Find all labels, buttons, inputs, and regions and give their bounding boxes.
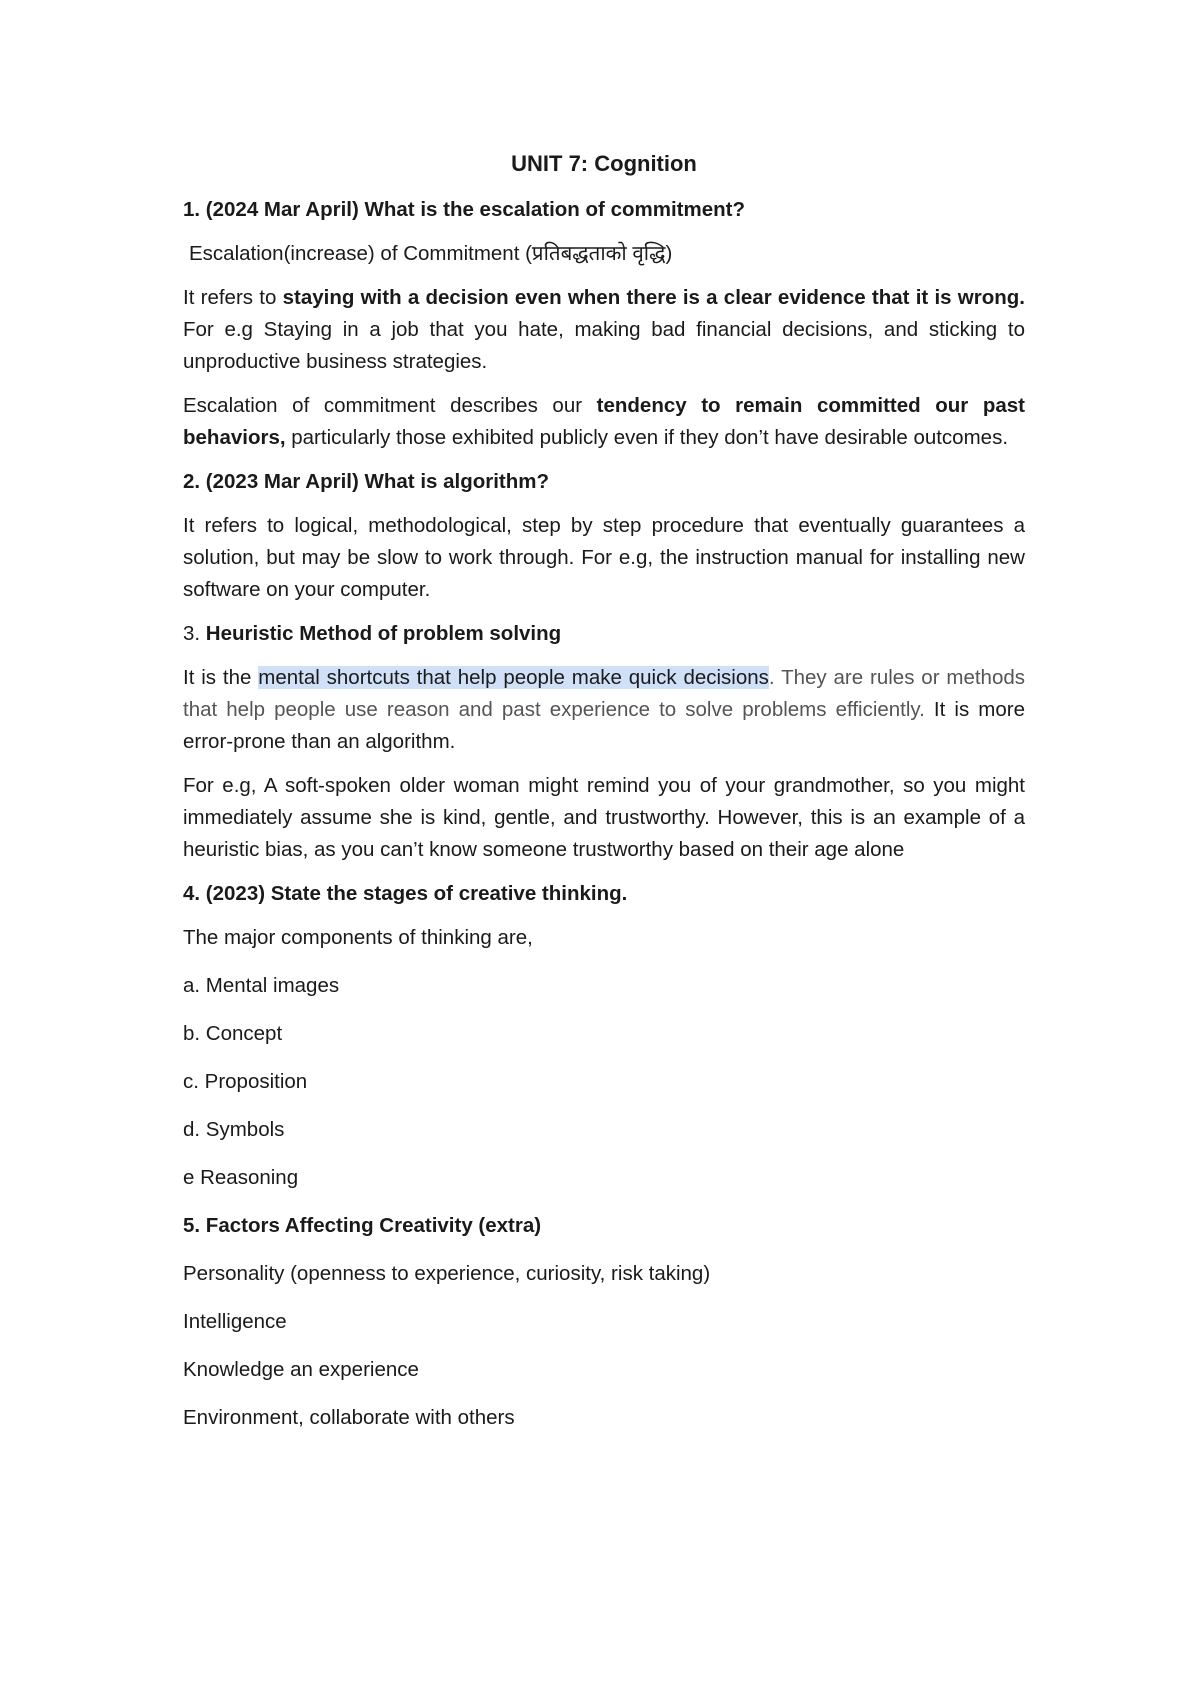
text-run: . They are rules or methods that help people use reason and past experience to solve problems efficiently.: [183, 666, 1026, 721]
question-4-heading: 4. (2023) State the stages of creative thinking.: [183, 882, 628, 905]
question-1-heading: 1. (2024 Mar April) What is the escalation of commitment?: [183, 198, 745, 221]
q3-paragraph-1: [183, 662, 1025, 758]
q1-paragraph-2: [183, 390, 1025, 454]
list-item: d. Symbols: [183, 1118, 285, 1141]
document-page: [183, 148, 1025, 1450]
list-item: Intelligence: [183, 1310, 287, 1333]
text-run: For e.g Staying in a job that you hate, making bad financial decisions, and sticking to unproductive business strategies.: [183, 318, 1025, 373]
bold-text-run: tendency to remain committed our past behaviors,: [183, 394, 1025, 449]
list-item: a. Mental images: [183, 974, 340, 997]
term-line: Escalation(increase) of Commitment (प्रतिबद्धताको वृद्धि): [189, 242, 673, 265]
list-item: c. Proposition: [183, 1070, 308, 1093]
text-run: particularly those exhibited publicly even if they don’t have desirable outcomes.: [285, 426, 1009, 449]
q4-intro: The major components of thinking are,: [183, 926, 533, 949]
question-2-heading: 2. (2023 Mar April) What is algorithm?: [183, 470, 550, 493]
question-3-number: 3.: [183, 622, 201, 645]
bold-text-run: staying with a decision even when there is a clear evidence that it is wrong.: [282, 286, 1025, 309]
text-run: It is the: [183, 666, 259, 689]
list-item: b. Concept: [183, 1022, 283, 1045]
text-run: Escalation of commitment describes our: [183, 394, 597, 417]
text-run: It refers to: [183, 286, 283, 309]
question-5-heading: 5. Factors Affecting Creativity (extra): [183, 1214, 542, 1237]
text-run: It is more error-prone than an algorithm.: [183, 698, 1025, 753]
q3-paragraph-2: For e.g, A soft-spoken older woman might remind you of your grandmother, so you might immediately assume she is kind, gentle, and trustworthy. However, this is an example of a heuristic bias, as you can’t know someone trustworthy based on their age alone: [183, 774, 1025, 861]
highlighted-text: mental shortcuts that help people make quick decisions: [258, 666, 769, 689]
q2-paragraph: It refers to logical, methodological, step by step procedure that eventually guarantees a solution, but may be slow to work through. For e.g, the instruction manual for installing new software on your computer.: [183, 514, 1025, 601]
question-3-heading: [183, 618, 1025, 650]
list-item: Knowledge an experience: [183, 1358, 419, 1381]
list-item: e Reasoning: [183, 1166, 299, 1189]
list-item: Environment, collaborate with others: [183, 1406, 515, 1429]
question-3-title: Heuristic Method of problem solving: [200, 622, 562, 645]
page-title: UNIT 7: Cognition: [511, 151, 697, 176]
q1-paragraph-1: [183, 282, 1025, 378]
list-item: Personality (openness to experience, curiosity, risk taking): [183, 1262, 711, 1285]
